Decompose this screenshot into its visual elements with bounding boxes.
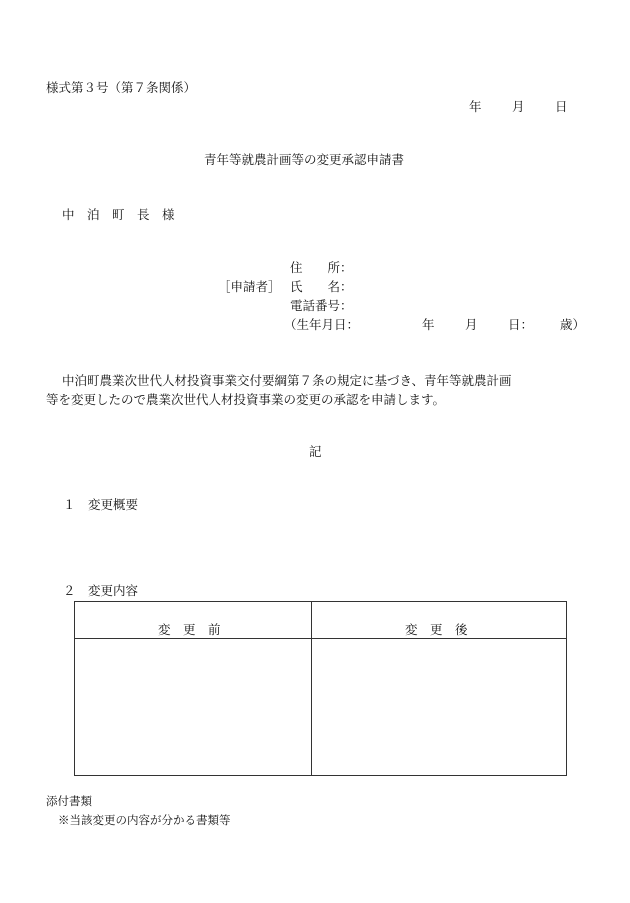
form-number: 様式第３号（第７条関係） [46,80,197,95]
birth-day-label: 日： [508,317,534,332]
body-line-2: 等を変更したので農業次世代人材投資事業の変更の承認を申請します。 [46,392,446,407]
section-1-heading: １ 変更概要 [63,497,139,512]
table-cell-before [75,639,311,775]
addressee: 中 泊 町 長 様 [62,207,175,222]
age-label: 歳） [560,317,586,332]
attachments-heading: 添付書類 [46,794,92,808]
table-header-after: 変 更 後 [405,622,468,637]
date-month-label: 月 [512,99,525,114]
body-line-1: 中泊町農業次世代人材投資事業交付要綱第７条の規定に基づき、青年等就農計画 [62,373,512,388]
change-table [74,601,567,776]
applicant-bracket-label: ［申請者］ [218,279,281,294]
document-title: 青年等就農計画等の変更承認申請書 [204,152,405,167]
address-label: 住 所： [290,260,353,275]
attachments-item: ※当該変更の内容が分かる書類等 [58,813,231,827]
birth-month-label: 月 [465,317,478,332]
name-label: 氏 名： [290,279,353,294]
birth-year-label: 年 [422,317,435,332]
section-2-heading: ２ 変更内容 [63,583,139,598]
ki-heading: 記 [309,444,322,459]
date-year-label: 年 [469,99,482,114]
phone-label: 電話番号： [290,298,353,313]
birthdate-label: （生年月日： [284,317,360,332]
table-header-before: 変 更 前 [158,622,221,637]
date-day-label: 日 [555,99,568,114]
table-cell-after [312,639,566,775]
